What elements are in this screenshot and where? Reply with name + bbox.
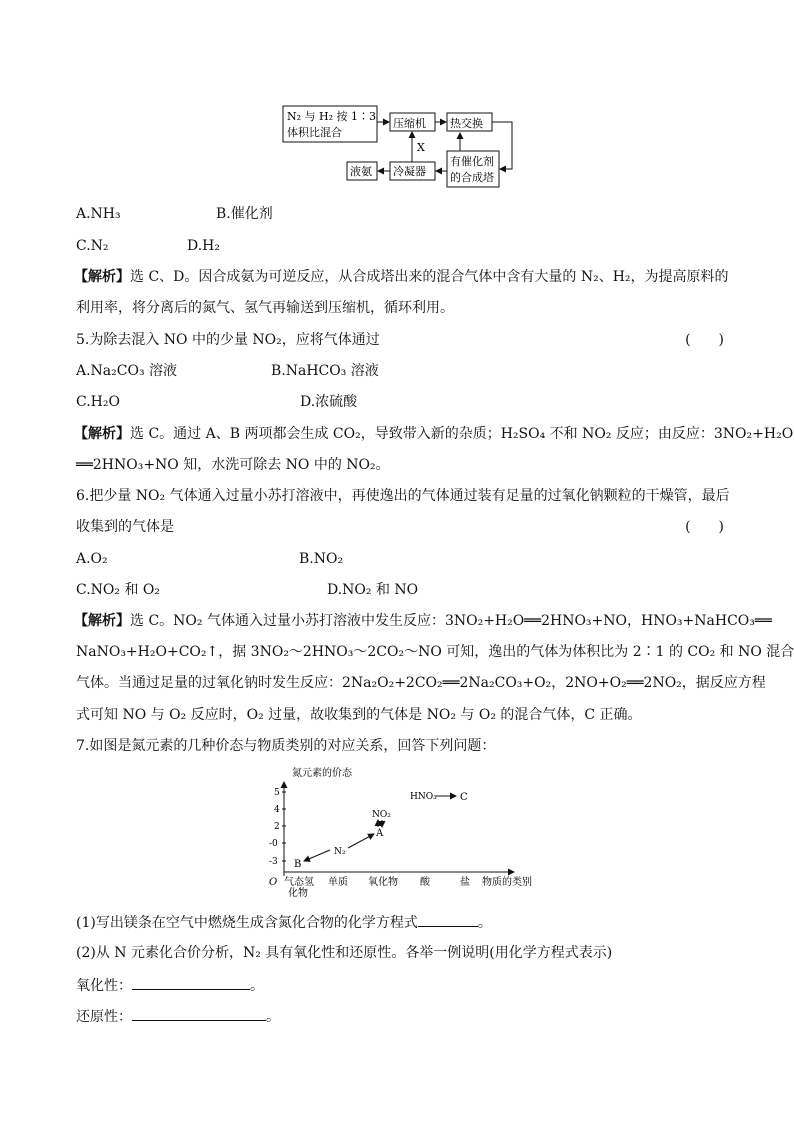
y-tick-5: 5	[274, 788, 280, 798]
q6-option-b: B.NO₂	[299, 551, 344, 567]
liquid-ammonia-label: 液氨	[350, 165, 372, 178]
q4-analysis-text1: 选 C、D。因合成氨为可逆反应，从合成塔出来的混合气体中含有大量的 N₂、H₂，为提高原料的	[130, 269, 729, 285]
arrow-N2-to-A	[348, 834, 374, 848]
y-tick-0: -0	[269, 839, 278, 849]
q7-sub1	[76, 912, 492, 933]
x-cat-salt: 盐	[460, 877, 470, 888]
q4-options-row2	[76, 236, 220, 256]
arrow-N2-to-B	[304, 850, 330, 861]
q6-analysis-line4	[76, 705, 642, 725]
feed-label-line1: N₂ 与 H₂ 按 1∶3	[287, 110, 377, 123]
q5-option-b: B.NaHCO₃ 溶液	[271, 363, 379, 379]
q4-analysis-line1	[74, 267, 729, 287]
tower-label-line2: 的合成塔	[450, 171, 494, 184]
q5-option-d: D.浓硫酸	[300, 394, 358, 410]
q7-oxidizing	[76, 975, 264, 996]
x-cat-hydride-line2: 化物	[288, 888, 308, 898]
q4-analysis-line2	[76, 298, 454, 318]
point-C: C	[460, 792, 468, 803]
x-label: X	[417, 141, 425, 154]
feed-label-line2: 体积比混合	[287, 126, 342, 139]
q7-reducing-label: 还原性：	[76, 1009, 132, 1025]
x-cat-acid: 酸	[420, 877, 430, 888]
q7-oxidizing-end: 。	[250, 978, 264, 994]
q5-options-row1	[76, 361, 379, 381]
y-axis-title: 氮元素的价态	[292, 768, 352, 779]
q5-analysis-text2: ══2HNO₃+NO 知，水洗可除去 NO 中的 NO₂。	[76, 457, 390, 473]
point-NO2: NO₂	[372, 810, 391, 820]
q6-stem-text2: 收集到的气体是	[76, 519, 174, 535]
heat-exchange-label: 热交换	[450, 117, 483, 130]
q6-option-d: D.NO₂ 和 NO	[327, 582, 419, 598]
q7-oxidizing-blank[interactable]	[132, 975, 250, 990]
y-tick-4: 4	[274, 805, 280, 815]
q5-option-a: A.Na₂CO₃ 溶液	[76, 363, 178, 379]
x-cat-oxide: 氧化物	[368, 877, 398, 888]
q5-analysis-line1	[74, 424, 793, 444]
x-cat-element: 单质	[328, 877, 348, 888]
q6-analysis-line2	[76, 642, 794, 662]
q7-reducing	[76, 1006, 280, 1027]
ammonia-synthesis-flow-diagram	[282, 103, 522, 191]
q6-analysis-line3	[76, 673, 766, 693]
q7-sub2	[76, 943, 612, 963]
q6-option-a: A.O₂	[76, 551, 108, 567]
q6-stem-line1	[76, 486, 730, 506]
q4-option-b: B.催化剂	[216, 206, 273, 222]
q7-sub1-text: (1)写出镁条在空气中燃烧生成含氮化合物的化学方程式	[76, 915, 418, 931]
q5-options-row2	[76, 392, 358, 412]
q7-sub1-blank[interactable]	[418, 912, 478, 927]
q7-stem-text: 7.如图是氮元素的几种价态与物质类别的对应关系，回答下列问题：	[76, 738, 496, 754]
point-B: B	[294, 859, 302, 870]
q5-stem	[76, 330, 724, 350]
q6-analysis-text1: 选 C。NO₂ 气体通入过量小苏打溶液中发生反应：3NO₂+H₂O══2HNO₃+NO，HNO₃+NaHCO₃══	[130, 613, 772, 629]
q5-option-c: C.H₂O	[76, 394, 120, 410]
q4-analysis-text2: 利用率，将分离后的氮气、氢气再输送到压缩机，循环利用。	[76, 300, 454, 316]
point-A: A	[376, 828, 384, 839]
q6-stem-text1: 6.把少量 NO₂ 气体通入过量小苏打溶液中，再使逸出的气体通过装有足量的过氧化钠颗粒的干燥管，最后	[76, 488, 730, 504]
q6-analysis-line1	[74, 611, 772, 631]
analysis-tag: 【解析】	[74, 269, 130, 285]
arrow-heat-tower	[492, 122, 512, 169]
nitrogen-valence-chart	[268, 764, 548, 898]
q4-option-c: C.N₂	[76, 238, 109, 254]
point-N2: N₂	[334, 847, 346, 857]
q5-stem-text: 5.为除去混入 NO 中的少量 NO₂，应将气体通过	[76, 332, 380, 348]
q7-reducing-blank[interactable]	[132, 1006, 266, 1021]
q6-analysis-text3: 气体。当通过足量的过氧化钠时发生反应：2Na₂O₂+2CO₂══2Na₂CO₃+O₂，2NO+O₂══2NO₂，据反应方程	[76, 675, 766, 691]
q5-answer-paren: ( )	[685, 332, 724, 348]
point-HNO3: HNO₃	[410, 792, 437, 802]
q7-sub2-text: (2)从 N 元素化合价分析，N₂ 具有氧化性和还原性。各举一例说明(用化学方程式表示)	[76, 945, 613, 961]
compressor-label: 压缩机	[393, 117, 426, 130]
q6-analysis-text2: NaNO₃+H₂O+CO₂↑，据 3NO₂～2HNO₃～2CO₂～NO 可知，逸出的气体为体积比为 2∶1 的 CO₂ 和 NO 混合	[76, 644, 794, 660]
q6-stem-line2	[76, 517, 724, 537]
q5-analysis-text1: 选 C。通过 A、B 两项都会生成 CO₂，导致带入新的杂质；H₂SO₄ 不和 NO₂ 反应；由反应：3NO₂+H₂O	[130, 426, 794, 442]
q6-answer-paren: ( )	[685, 519, 724, 535]
q4-option-a: A.NH₃	[76, 206, 121, 222]
q7-sub1-end: 。	[477, 915, 492, 931]
y-tick-minus3: -3	[269, 857, 278, 867]
q6-analysis-text4: 式可知 NO 与 O₂ 反应时，O₂ 过量，故收集到的气体是 NO₂ 与 O₂ 的混合气体，C 正确。	[76, 707, 642, 723]
origin-label: O	[269, 877, 278, 888]
q4-options-row1	[76, 204, 273, 224]
tower-label-line1: 有催化剂	[450, 155, 494, 168]
q6-option-c: C.NO₂ 和 O₂	[76, 582, 160, 598]
x-axis-title: 物质的类别	[482, 877, 532, 888]
q7-reducing-end: 。	[266, 1009, 280, 1025]
x-cat-hydride-line1: 气态氢	[284, 877, 314, 888]
analysis-tag: 【解析】	[74, 426, 130, 442]
q6-options-row1	[76, 549, 344, 569]
analysis-tag: 【解析】	[74, 613, 130, 629]
q7-stem	[76, 736, 495, 756]
q4-option-d: D.H₂	[187, 238, 220, 254]
y-tick-2: 2	[274, 822, 280, 832]
q5-analysis-line2	[76, 455, 390, 475]
condenser-label: 冷凝器	[393, 165, 426, 178]
q6-options-row2	[76, 580, 419, 600]
q7-oxidizing-label: 氧化性：	[76, 978, 132, 994]
